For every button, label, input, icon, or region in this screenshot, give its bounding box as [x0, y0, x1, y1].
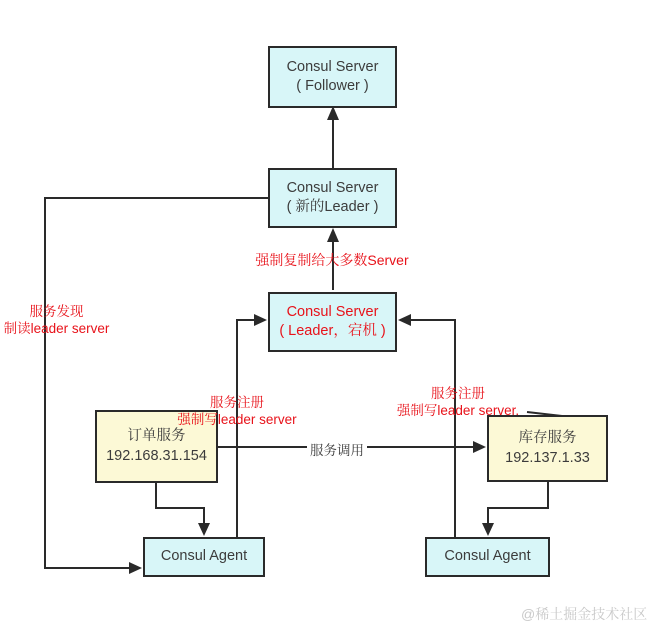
- node-title: 订单服务: [127, 428, 186, 445]
- label-line: 服务注册: [430, 386, 485, 401]
- arrow-stock-to-agent-path: [488, 482, 548, 525]
- label-service-discovery: [0, 304, 113, 338]
- label-line: 制读leader server: [3, 320, 110, 336]
- node-consul-agent-right: [425, 537, 550, 577]
- node-subtitle: ( Leader，宕机 ): [279, 323, 386, 339]
- label-line: 强制写leader server: [177, 411, 297, 427]
- node-stock-service: [487, 415, 608, 482]
- arrowhead-left-leaderright: [398, 314, 411, 326]
- label-service-invoke: 服务调用: [307, 439, 367, 459]
- arrow-order-to-agent-path: [156, 483, 204, 525]
- arrow-service-discovery-path: [45, 198, 268, 568]
- arrowhead-right-agentleft: [129, 562, 142, 574]
- node-ip: 192.137.1.33: [505, 449, 590, 466]
- watermark-juejin: @稀土掘金技术社区: [521, 606, 648, 622]
- node-consul-agent-left: [143, 537, 265, 577]
- node-title: Consul Server: [286, 179, 379, 196]
- node-title: Consul Agent: [444, 548, 531, 565]
- arrow-register-right-path: [410, 320, 455, 537]
- node-title: 库存服务: [518, 430, 577, 447]
- label-line: 强制写leader server.: [396, 402, 520, 418]
- arrowhead-right-stock: [473, 441, 486, 453]
- label-line: 服务发现: [29, 304, 84, 319]
- node-title: Consul Server: [286, 303, 379, 320]
- node-title: Consul Agent: [160, 548, 248, 565]
- node-ip: 192.168.31.154: [106, 447, 207, 464]
- arrowhead-down-agentleft: [198, 523, 210, 536]
- arrowhead-up-follower: [327, 106, 339, 120]
- arrowhead-right-leaderleft: [254, 314, 267, 326]
- label-register-left: [177, 395, 296, 429]
- arrowhead-up-newleader: [327, 228, 339, 242]
- node-consul-server-new-leader: [268, 168, 397, 228]
- node-consul-server-leader-down: [268, 292, 397, 352]
- label-register-right: [397, 386, 519, 420]
- node-subtitle: ( 新的Leader ): [286, 199, 379, 215]
- node-subtitle: ( Follower ): [296, 78, 369, 94]
- label-line: 服务注册: [209, 395, 264, 410]
- node-title: Consul Server: [286, 58, 379, 75]
- node-consul-server-follower: [268, 46, 397, 108]
- label-force-replicate: 强制复制给大多数Server: [255, 252, 409, 268]
- arrowhead-down-agentright: [482, 523, 494, 536]
